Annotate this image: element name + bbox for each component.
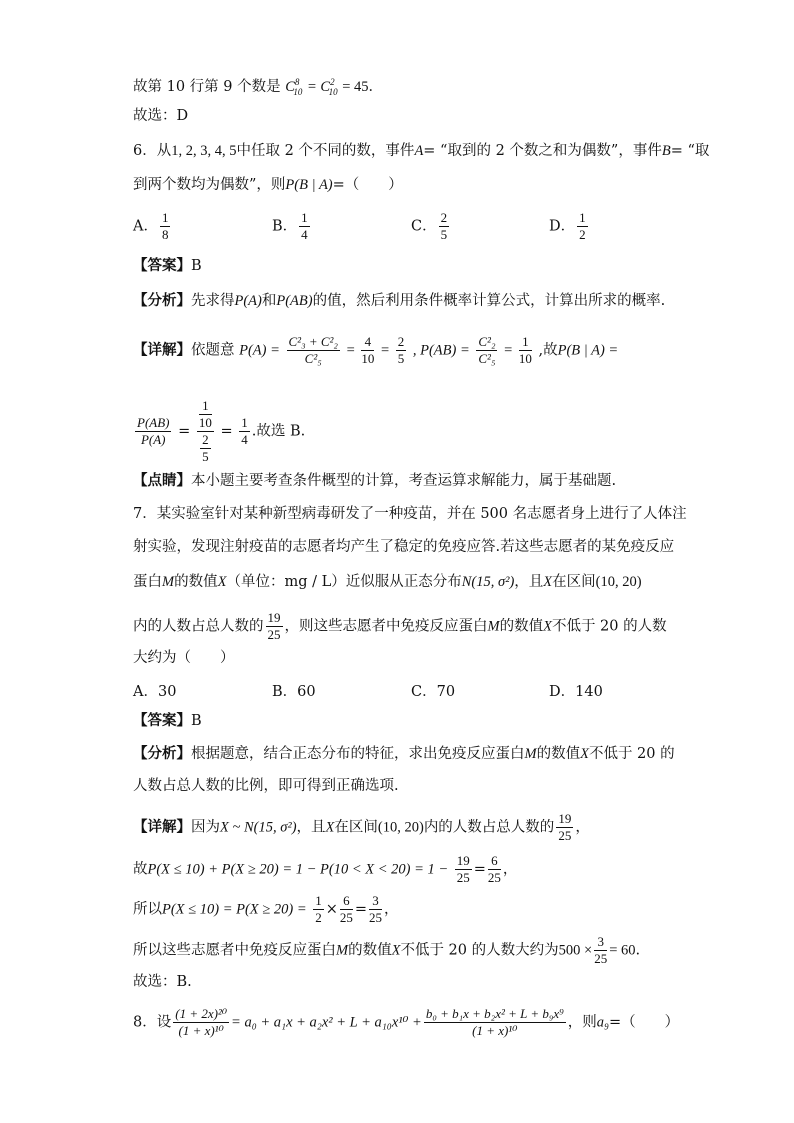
math-c8-10: $C^8_{10}$ xyxy=(285,77,303,97)
text: ． xyxy=(368,78,384,95)
compound-fraction: $\frac{\frac{1}{10}}{\frac{2}{5}}$ xyxy=(198,398,212,464)
choose-d: 故选：D xyxy=(133,108,189,124)
q7-line3: 蛋白M的数值X（单位：mg / L）近似服从正态分布N(15, σ²)，且X在区间(10, 20) xyxy=(133,574,642,590)
text: 到两个数均为偶数”，则 xyxy=(133,177,286,193)
q6-remark: 【点睛】本小题主要考查条件概型的计算，考查运算求解能力，属于基础题. xyxy=(133,472,617,489)
q6-option-b: B． $\frac{1}{4}$ xyxy=(272,210,308,242)
q6-detail-1: 【详解】依题意 P(A) = $\frac{\text{C²₃ + C²₂}}{\text{C²₅}}$ = $\frac{4}{10}$ = $\frac{2}{5}$ , P(AB) = $\frac{\text{C²₂}}{\text{C²₅}}$ = $\frac{1}{10}$ ,故P(B | A) = xyxy=(133,334,619,366)
q6-answer xyxy=(133,256,202,276)
math: 1, 2, 3, 4, 5 xyxy=(171,143,237,159)
q7-option-a: A．30 xyxy=(133,684,177,700)
answer-value: B xyxy=(191,258,202,274)
detail-tag: 【详解】 xyxy=(133,341,191,359)
text: 中任取 2 个不同的数，事件 xyxy=(236,143,415,159)
text: = “取到的 2 个数之和为偶数”，事件 xyxy=(423,143,662,159)
q7-answer xyxy=(133,711,202,731)
q7-analysis-2: 人数占总人数的比例，即可得到正确选项. xyxy=(133,778,399,794)
answer-tag: 【答案】 xyxy=(133,712,191,729)
q7-detail-4: 所以这些志愿者中免疫反应蛋白M的数值X不低于 20 的人数大约为500 × $\frac{3}{25}$ = 60. xyxy=(133,934,641,966)
q7-line4: 内的人数占总人数的 $\frac{19}{25}$ ，则这些志愿者中免疫反应蛋白M的数值X不低于 20 的人数 xyxy=(133,610,667,642)
math: P(B | A) xyxy=(285,177,333,193)
q8-line1: 8．设 $\frac{\text{(1 + 2x)²⁰}}{\text{(1 + x)¹⁰}}$ = a₀ + a₁x + a₂x² + L + a₁₀x¹⁰ + $\frac{\text{b₀ + b₁x + b₂x² + L + b₉x⁹}}{\text{(1 + x)¹⁰}}$ ，则a₉=（ ） xyxy=(133,1006,680,1038)
q6-line2 xyxy=(133,175,403,195)
math-c2-10: = $C^2_{10}$ xyxy=(307,77,338,97)
q6-line1 xyxy=(133,141,709,161)
q7-option-c: C．70 xyxy=(411,684,456,700)
q7-line5: 大约为（ ） xyxy=(133,650,235,666)
analysis-tag: 【分析】 xyxy=(133,292,191,309)
q7-detail-3: 所以P(X ≤ 10) = P(X ≥ 20) = $\frac{1}{2}$ × $\frac{6}{25}$ = $\frac{3}{25}$ ， xyxy=(133,893,399,925)
analysis-tag: 【分析】 xyxy=(133,745,191,762)
remark-tag: 【点睛】 xyxy=(133,472,191,489)
text: 故第 10 行第 9 个数是 xyxy=(133,78,281,95)
line-tenth-row xyxy=(133,72,383,102)
math: A xyxy=(414,143,424,159)
q7-option-d: D．140 xyxy=(549,684,603,700)
q7-detail-2: 故P(X ≤ 10) + P(X ≥ 20) = 1 − P(10 < X < 20) = 1 − $\frac{19}{25}$ = $\frac{6}{25}$ ， xyxy=(133,853,518,885)
q6-option-a: A． $\frac{1}{8}$ xyxy=(133,210,169,242)
answer-tag: 【答案】 xyxy=(133,257,191,274)
text: = “取 xyxy=(670,143,710,159)
detail-tag: 【详解】 xyxy=(133,818,191,836)
q6-detail-2: $\frac{P(AB)}{P(A)}$ = $\frac{\frac{1}{10}}{\frac{2}{5}}$ = $\frac{1}{4}$ .故选 B. xyxy=(137,398,306,464)
q7-option-b: B．60 xyxy=(272,684,316,700)
q7-detail-1: 【详解】因为X ~ N(15, σ²)，且X在区间(10, 20)内的人数占总人数的 $\frac{19}{25}$ ， xyxy=(133,811,590,843)
text: =（ ） xyxy=(332,177,403,193)
q6-analysis: 【分析】先求得P(A)和P(AB)的值，然后利用条件概率计算公式，计算出所求的概率. xyxy=(133,292,666,309)
q7-line1: 7．某实验室针对某种新型病毒研发了一种疫苗，并在 500 名志愿者身上进行了人体注 xyxy=(133,506,687,522)
math: B xyxy=(661,143,671,159)
text: 6．从 xyxy=(133,143,172,159)
q6-option-d: D． $\frac{1}{2}$ xyxy=(549,210,586,242)
math-45: = 45 xyxy=(342,78,369,95)
answer-value: B xyxy=(191,713,202,729)
q7-line2: 射实验，发现注射疫苗的志愿者均产生了稳定的免疫应答.若这些志愿者的某免疫反应 xyxy=(133,539,675,555)
q7-choose: 故选：B. xyxy=(133,974,192,990)
q6-option-c: C． $\frac{2}{5}$ xyxy=(411,210,448,242)
q7-analysis-1: 【分析】根据题意，结合正态分布的特征，求出免疫反应蛋白M的数值X不低于 20 的 xyxy=(133,745,675,762)
